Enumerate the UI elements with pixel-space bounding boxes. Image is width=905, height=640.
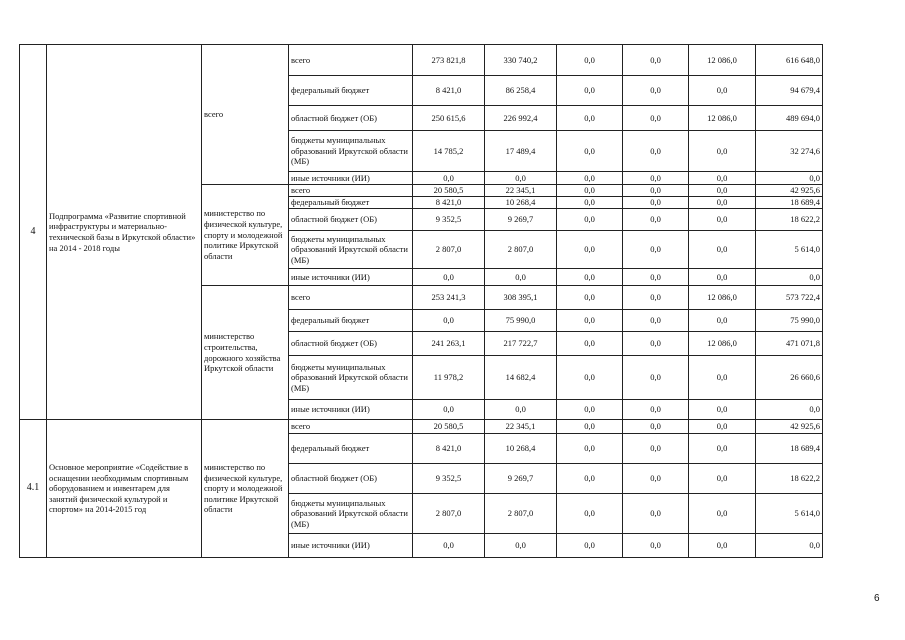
value-cell: 9 352,5	[413, 209, 485, 231]
source-label: федеральный бюджет	[289, 76, 413, 106]
value-cell: 0,0	[413, 269, 485, 286]
value-cell: 0,0	[623, 286, 689, 310]
value-cell: 0,0	[623, 269, 689, 286]
value-cell: 0,0	[557, 464, 623, 494]
value-cell: 253 241,3	[413, 286, 485, 310]
value-cell: 0,0	[557, 534, 623, 558]
total-cell: 573 722,4	[756, 286, 823, 310]
value-cell: 12 086,0	[689, 332, 756, 356]
source-label: иные источники (ИИ)	[289, 172, 413, 185]
total-cell: 0,0	[756, 269, 823, 286]
row-id: 4.1	[20, 420, 47, 558]
total-cell: 0,0	[756, 534, 823, 558]
value-cell: 10 268,4	[485, 434, 557, 464]
source-label: бюджеты муниципальных образований Иркутской области (МБ)	[289, 231, 413, 269]
value-cell: 0,0	[485, 269, 557, 286]
source-label: федеральный бюджет	[289, 434, 413, 464]
value-cell: 226 992,4	[485, 106, 557, 131]
value-cell: 0,0	[557, 420, 623, 434]
budget-table	[19, 44, 823, 558]
value-cell: 0,0	[623, 420, 689, 434]
value-cell: 0,0	[689, 494, 756, 534]
total-cell: 471 071,8	[756, 332, 823, 356]
source-label: всего	[289, 420, 413, 434]
value-cell: 0,0	[557, 106, 623, 131]
source-label: бюджеты муниципальных образований Иркутской области (МБ)	[289, 131, 413, 172]
total-cell: 18 689,4	[756, 197, 823, 209]
value-cell: 14 682,4	[485, 356, 557, 400]
total-cell: 18 622,2	[756, 464, 823, 494]
source-label: всего	[289, 286, 413, 310]
value-cell: 2 807,0	[485, 494, 557, 534]
activity-name: Основное мероприятие «Содействие в оснащении необходимым спортивным оборудованием и инвентарем для занятий физической культурой и спортом» на 2014-2015 год	[47, 420, 202, 558]
subprogram-name: Подпрограмма «Развитие спортивной инфраструктуры и материально- технической базы в Иркутской области» на 2014 - 2018 годы	[47, 45, 202, 420]
value-cell: 22 345,1	[485, 185, 557, 197]
value-cell: 0,0	[689, 464, 756, 494]
source-label: иные источники (ИИ)	[289, 400, 413, 420]
total-cell: 42 925,6	[756, 420, 823, 434]
source-label: областной бюджет (ОБ)	[289, 209, 413, 231]
value-cell: 0,0	[623, 494, 689, 534]
table-row	[20, 420, 823, 434]
total-cell: 26 660,6	[756, 356, 823, 400]
total-cell: 0,0	[756, 400, 823, 420]
value-cell: 0,0	[413, 310, 485, 332]
total-cell: 42 925,6	[756, 185, 823, 197]
value-cell: 330 740,2	[485, 45, 557, 76]
page-number: 6	[874, 593, 880, 604]
value-cell: 0,0	[557, 131, 623, 172]
value-cell: 0,0	[557, 76, 623, 106]
total-cell: 32 274,6	[756, 131, 823, 172]
value-cell: 0,0	[557, 197, 623, 209]
value-cell: 0,0	[557, 356, 623, 400]
source-label: иные источники (ИИ)	[289, 269, 413, 286]
value-cell: 2 807,0	[485, 231, 557, 269]
executor-cell: министерство по физической культуре, спорту и молодежной политике Иркутской области	[202, 420, 289, 558]
value-cell: 0,0	[557, 400, 623, 420]
total-cell: 94 679,4	[756, 76, 823, 106]
source-label: областной бюджет (ОБ)	[289, 106, 413, 131]
total-cell: 18 622,2	[756, 209, 823, 231]
value-cell: 8 421,0	[413, 197, 485, 209]
value-cell: 0,0	[557, 45, 623, 76]
value-cell: 0,0	[623, 209, 689, 231]
value-cell: 0,0	[689, 185, 756, 197]
value-cell: 0,0	[485, 172, 557, 185]
value-cell: 0,0	[689, 534, 756, 558]
value-cell: 0,0	[413, 172, 485, 185]
value-cell: 0,0	[689, 310, 756, 332]
value-cell: 308 395,1	[485, 286, 557, 310]
value-cell: 0,0	[485, 400, 557, 420]
value-cell: 241 263,1	[413, 332, 485, 356]
value-cell: 0,0	[689, 197, 756, 209]
value-cell: 0,0	[623, 464, 689, 494]
value-cell: 2 807,0	[413, 494, 485, 534]
value-cell: 22 345,1	[485, 420, 557, 434]
executor-cell: министерство строительства, дорожного хозяйства Иркутской области	[202, 286, 289, 420]
value-cell: 0,0	[623, 131, 689, 172]
value-cell: 217 722,7	[485, 332, 557, 356]
value-cell: 11 978,2	[413, 356, 485, 400]
value-cell: 0,0	[413, 534, 485, 558]
value-cell: 0,0	[689, 356, 756, 400]
value-cell: 0,0	[557, 494, 623, 534]
value-cell: 0,0	[557, 269, 623, 286]
value-cell: 0,0	[557, 172, 623, 185]
value-cell: 0,0	[557, 434, 623, 464]
source-label: областной бюджет (ОБ)	[289, 464, 413, 494]
value-cell: 20 580,5	[413, 420, 485, 434]
table-row	[20, 45, 823, 76]
value-cell: 8 421,0	[413, 434, 485, 464]
value-cell: 0,0	[689, 172, 756, 185]
value-cell: 14 785,2	[413, 131, 485, 172]
total-cell: 616 648,0	[756, 45, 823, 76]
value-cell: 0,0	[689, 231, 756, 269]
value-cell: 0,0	[557, 310, 623, 332]
value-cell: 273 821,8	[413, 45, 485, 76]
value-cell: 0,0	[689, 400, 756, 420]
value-cell: 0,0	[557, 231, 623, 269]
value-cell: 8 421,0	[413, 76, 485, 106]
value-cell: 0,0	[485, 534, 557, 558]
value-cell: 0,0	[689, 420, 756, 434]
value-cell: 0,0	[557, 209, 623, 231]
value-cell: 250 615,6	[413, 106, 485, 131]
value-cell: 0,0	[689, 434, 756, 464]
source-label: областной бюджет (ОБ)	[289, 332, 413, 356]
value-cell: 0,0	[623, 534, 689, 558]
value-cell: 0,0	[623, 231, 689, 269]
source-label: иные источники (ИИ)	[289, 534, 413, 558]
value-cell: 12 086,0	[689, 286, 756, 310]
value-cell: 0,0	[623, 76, 689, 106]
value-cell: 0,0	[557, 286, 623, 310]
value-cell: 75 990,0	[485, 310, 557, 332]
value-cell: 0,0	[623, 106, 689, 131]
value-cell: 0,0	[623, 172, 689, 185]
value-cell: 86 258,4	[485, 76, 557, 106]
value-cell: 0,0	[623, 197, 689, 209]
value-cell: 0,0	[689, 269, 756, 286]
total-cell: 0,0	[756, 172, 823, 185]
total-cell: 75 990,0	[756, 310, 823, 332]
value-cell: 9 269,7	[485, 464, 557, 494]
total-cell: 489 694,0	[756, 106, 823, 131]
value-cell: 0,0	[623, 434, 689, 464]
value-cell: 0,0	[689, 209, 756, 231]
source-label: бюджеты муниципальных образований Иркутской области (МБ)	[289, 356, 413, 400]
source-label: всего	[289, 45, 413, 76]
value-cell: 9 269,7	[485, 209, 557, 231]
row-id: 4	[20, 45, 47, 420]
value-cell: 0,0	[689, 131, 756, 172]
value-cell: 0,0	[557, 332, 623, 356]
source-label: федеральный бюджет	[289, 310, 413, 332]
value-cell: 9 352,5	[413, 464, 485, 494]
value-cell: 10 268,4	[485, 197, 557, 209]
executor-cell: министерство по физической культуре, спорту и молодежной политике Иркутской области	[202, 185, 289, 286]
value-cell: 20 580,5	[413, 185, 485, 197]
total-cell: 5 614,0	[756, 494, 823, 534]
source-label: федеральный бюджет	[289, 197, 413, 209]
total-cell: 5 614,0	[756, 231, 823, 269]
executor-cell: всего	[202, 45, 289, 185]
value-cell: 12 086,0	[689, 106, 756, 131]
value-cell: 0,0	[413, 400, 485, 420]
value-cell: 0,0	[689, 76, 756, 106]
value-cell: 0,0	[623, 400, 689, 420]
value-cell: 2 807,0	[413, 231, 485, 269]
value-cell: 0,0	[557, 185, 623, 197]
value-cell: 0,0	[623, 185, 689, 197]
value-cell: 0,0	[623, 45, 689, 76]
value-cell: 0,0	[623, 356, 689, 400]
source-label: бюджеты муниципальных образований Иркутской области (МБ)	[289, 494, 413, 534]
value-cell: 0,0	[623, 332, 689, 356]
total-cell: 18 689,4	[756, 434, 823, 464]
source-label: всего	[289, 185, 413, 197]
value-cell: 0,0	[623, 310, 689, 332]
value-cell: 12 086,0	[689, 45, 756, 76]
value-cell: 17 489,4	[485, 131, 557, 172]
